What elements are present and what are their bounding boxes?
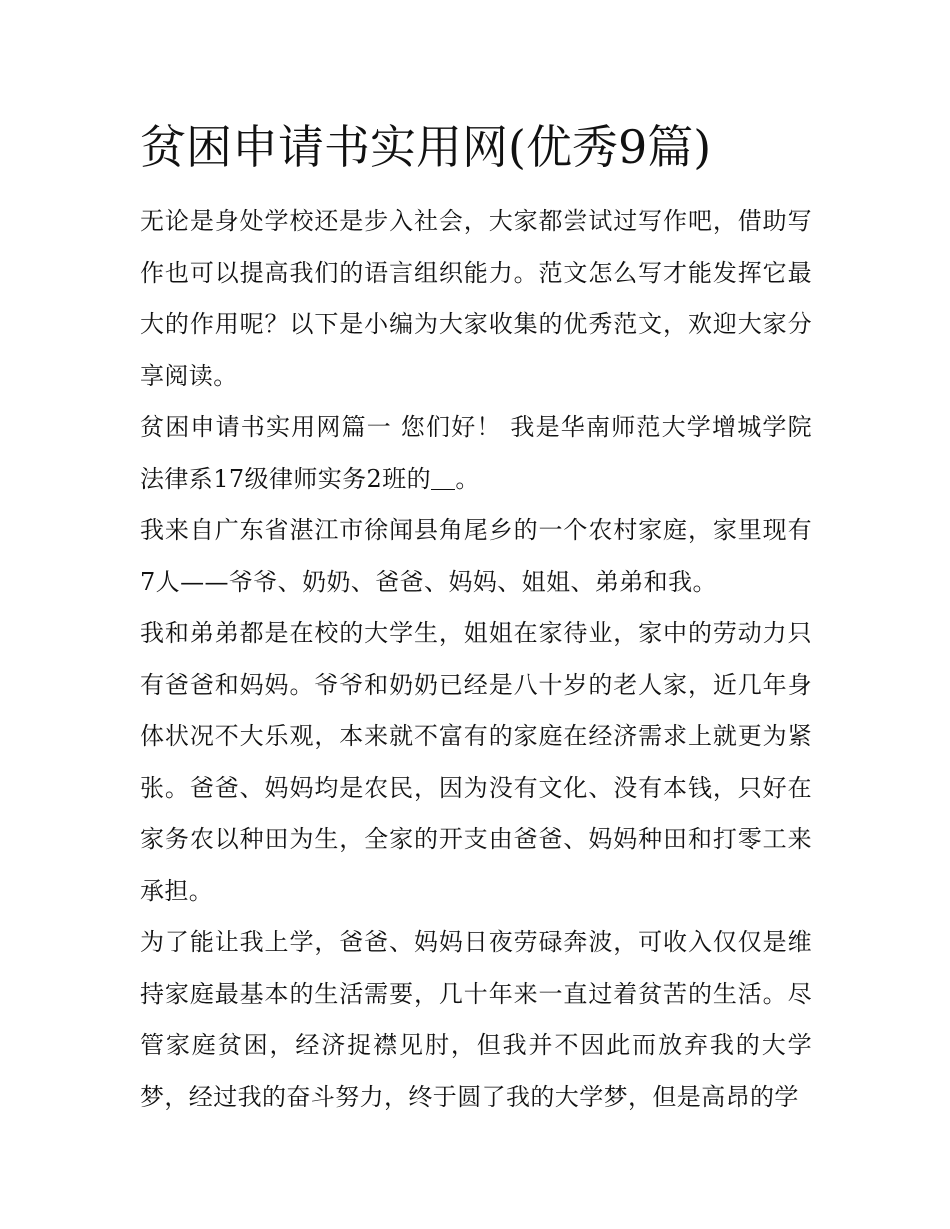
body-paragraph: 为了能让我上学，爸爸、妈妈日夜劳碌奔波，可收入仅仅是维持家庭最基本的生活需要，几十年来一直过着贫苦的生活。尽管家庭贫困，经济捉襟见肘，但我并不因此而放弃我的大学梦，经过我的奋斗努力，终于圆了我的大学梦，但是高昂的学: [140, 928, 812, 1111]
body-paragraph: 我来自广东省湛江市徐闻县角尾乡的一个农村家庭，家里现有7人——爷爷、奶奶、爸爸、妈妈、姐姐、弟弟和我。: [140, 516, 812, 596]
intro-paragraph: 无论是身处学校还是步入社会，大家都尝试过写作吧，借助写作也可以提高我们的语言组织能力。范文怎么写才能发挥它最大的作用呢？以下是小编为大家收集的优秀范文，欢迎大家分享阅读。: [140, 207, 812, 390]
body-paragraph: 我和弟弟都是在校的大学生，姐姐在家待业，家中的劳动力只有爸爸和妈妈。爷爷和奶奶已经是八十岁的老人家，近几年身体状况不大乐观，本来就不富有的家庭在经济需求上就更为紧张。爸爸、妈妈均是农民，因为没有文化、没有本钱，只好在家务农以种田为生，全家的开支由爸爸、妈妈种田和打零工来承担。: [140, 619, 812, 905]
body-paragraph: 贫困申请书实用网篇一 您们好！ 我是华南师范大学增城学院法律系17级律师实务2班的＿。: [140, 413, 812, 493]
document-body: [140, 196, 812, 1123]
document-title: 贫困申请书实用网(优秀9篇): [140, 120, 712, 174]
